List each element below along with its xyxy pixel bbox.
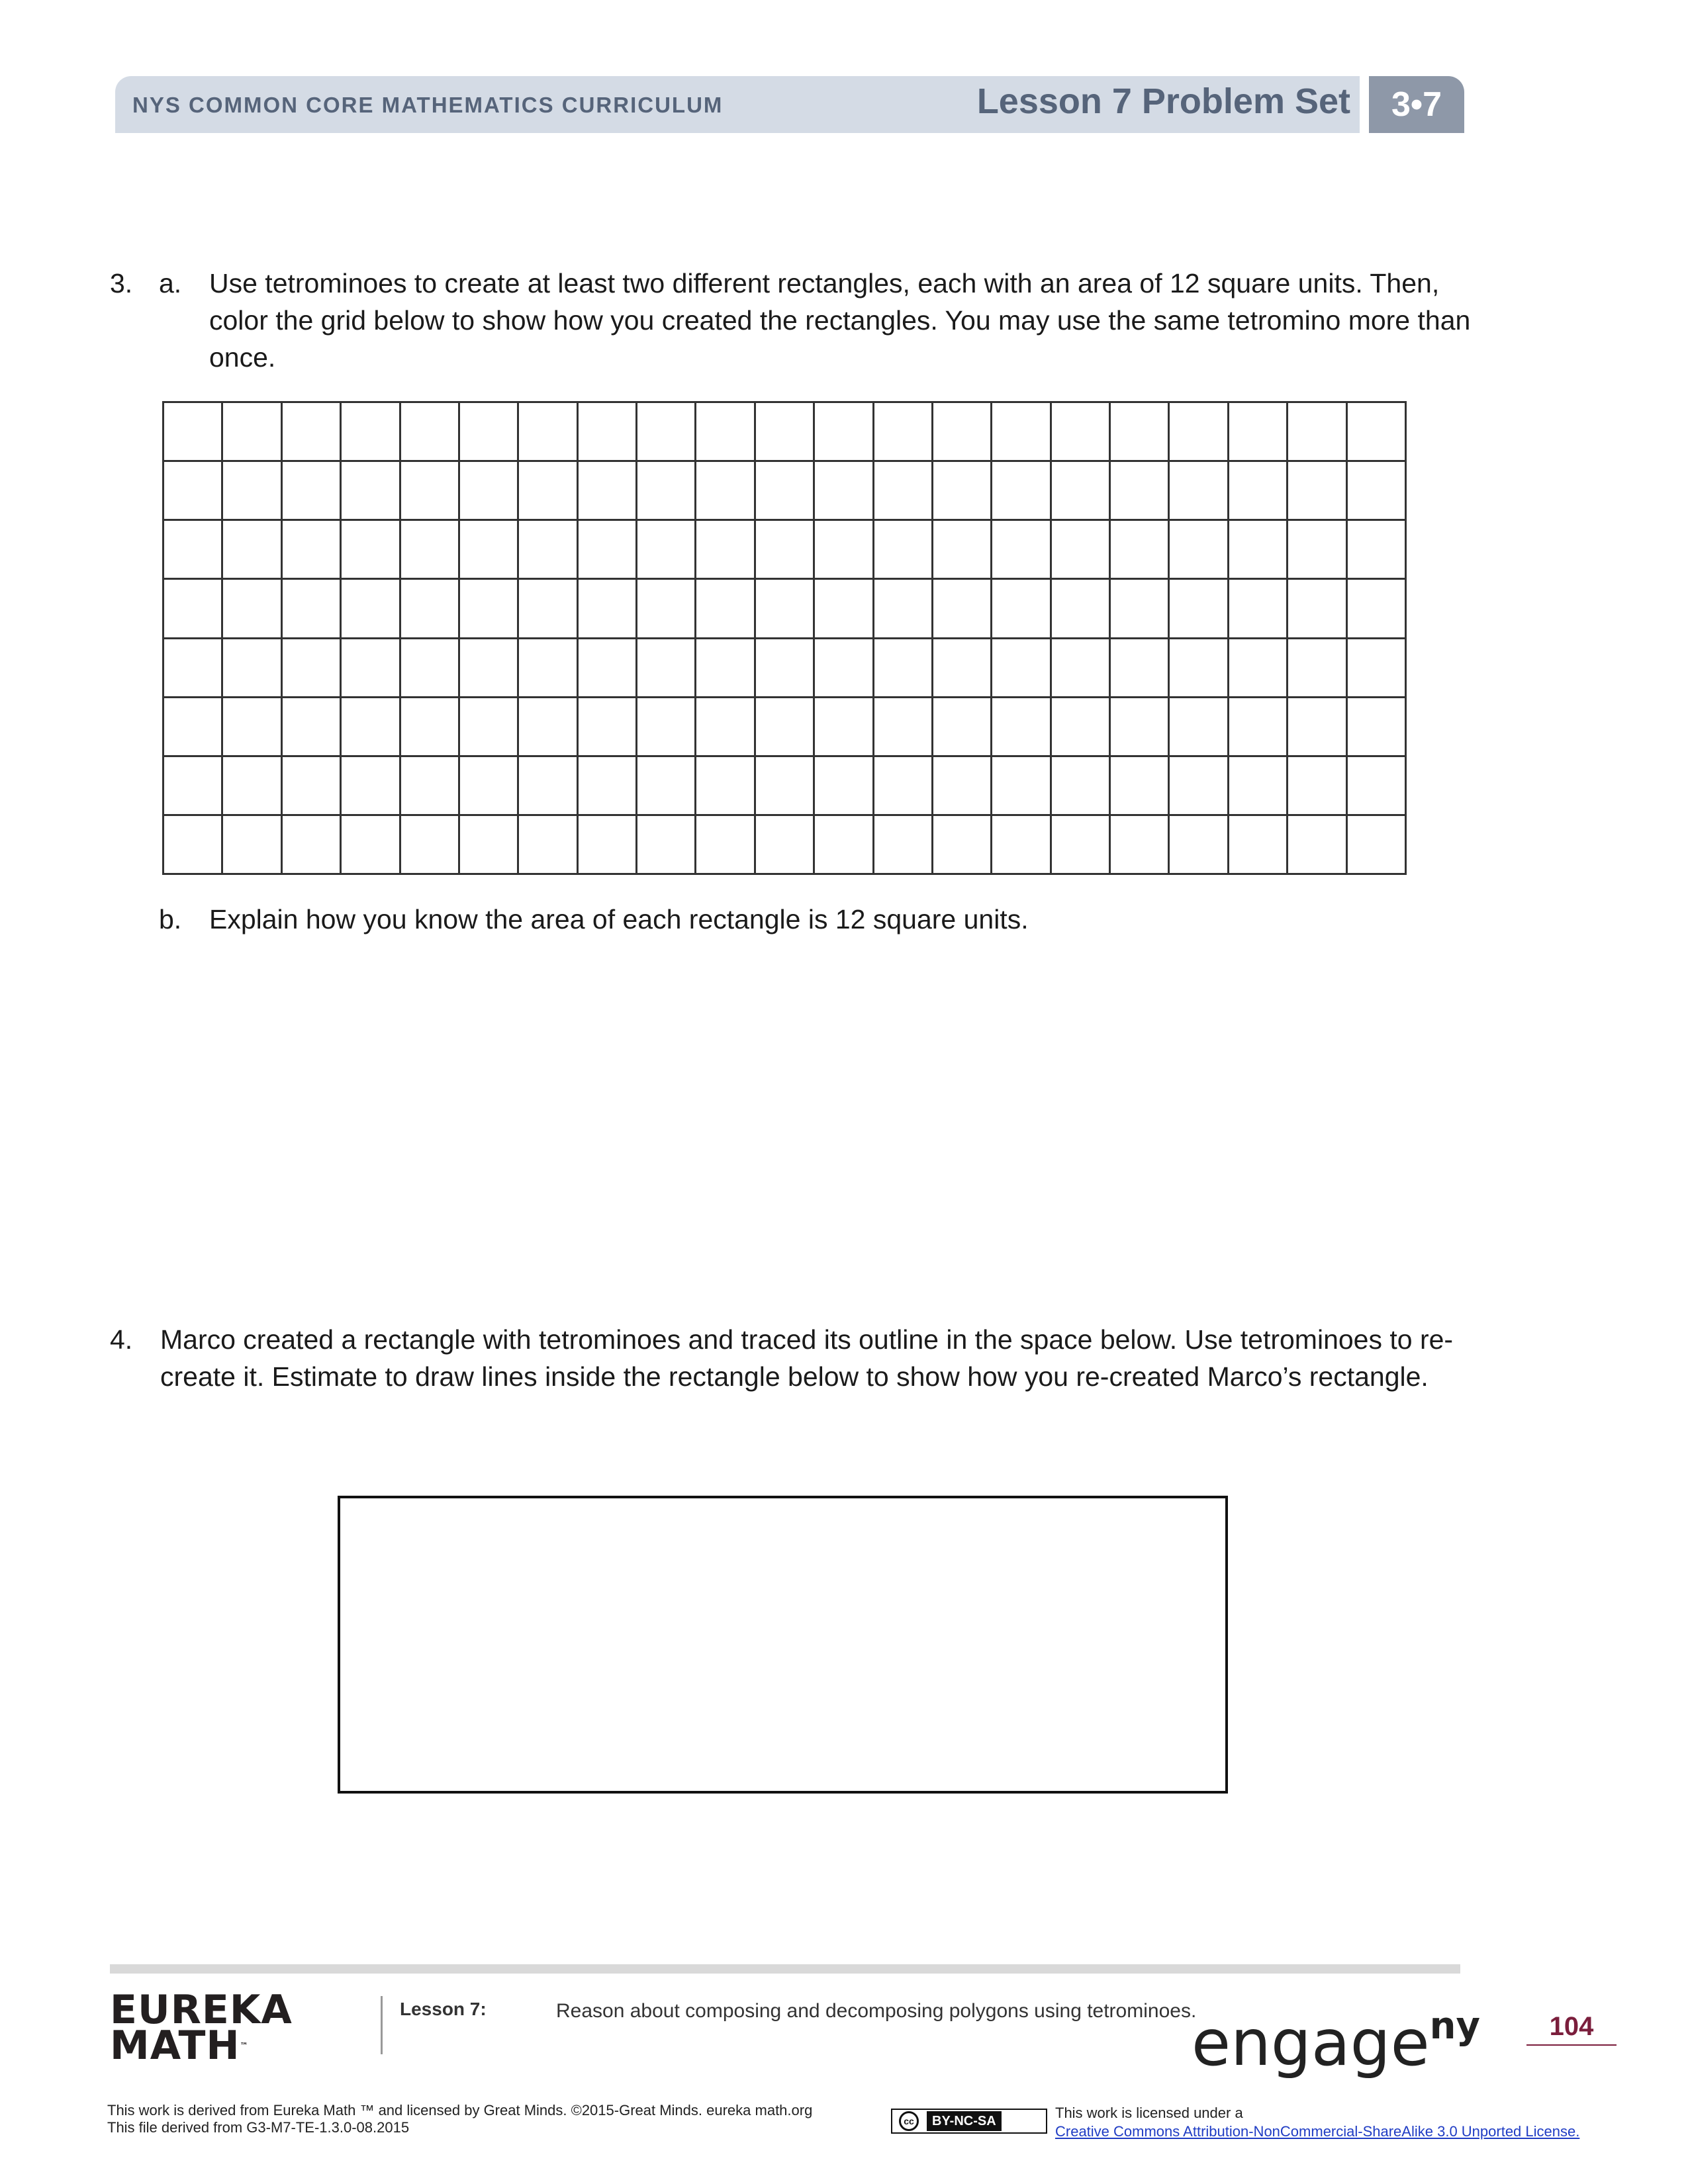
grid-cell[interactable] bbox=[283, 580, 342, 639]
grid-cell[interactable] bbox=[1052, 580, 1111, 639]
grid-cell[interactable] bbox=[579, 816, 637, 875]
grid-cell[interactable] bbox=[283, 639, 342, 698]
grid-cell[interactable] bbox=[579, 639, 637, 698]
grid-cell[interactable] bbox=[815, 580, 874, 639]
grid-cell[interactable] bbox=[756, 757, 815, 816]
grid-cell[interactable] bbox=[815, 698, 874, 757]
grid-cell[interactable] bbox=[342, 580, 400, 639]
grid-cell[interactable] bbox=[460, 816, 519, 875]
grid-cell[interactable] bbox=[460, 462, 519, 521]
grid-cell[interactable] bbox=[756, 698, 815, 757]
grid-cell[interactable] bbox=[460, 403, 519, 462]
grid-cell[interactable] bbox=[1052, 403, 1111, 462]
footer-lesson-description: Reason about composing and decomposing polygons using tetrominoes. bbox=[556, 2000, 1197, 2022]
grid-cell[interactable] bbox=[1052, 698, 1111, 757]
grid-cell[interactable] bbox=[1229, 580, 1288, 639]
cc-license-badge[interactable] bbox=[891, 2109, 1047, 2134]
eureka-math-logo bbox=[110, 1987, 293, 2069]
grid-cell[interactable] bbox=[696, 757, 755, 816]
curriculum-title: NYS COMMON CORE MATHEMATICS CURRICULUM bbox=[132, 93, 724, 117]
grid-cell[interactable] bbox=[1170, 816, 1229, 875]
grid-cell[interactable] bbox=[756, 462, 815, 521]
grid-cell[interactable] bbox=[1288, 698, 1347, 757]
grid-cell[interactable] bbox=[519, 462, 578, 521]
grid-cell[interactable] bbox=[815, 757, 874, 816]
grid-cell[interactable] bbox=[874, 462, 933, 521]
grid-cell[interactable] bbox=[519, 521, 578, 580]
grid-cell[interactable] bbox=[342, 639, 400, 698]
grid-cell[interactable] bbox=[1111, 462, 1170, 521]
eureka-logo-line2: MATH bbox=[110, 2023, 240, 2069]
grid-cell[interactable] bbox=[223, 639, 282, 698]
eureka-logo-line1: EUREKA bbox=[110, 1987, 293, 2033]
problem-3b-text: Explain how you know the area of each rectangle is 12 square units. bbox=[209, 904, 1029, 934]
grid-cell[interactable] bbox=[874, 580, 933, 639]
grid-cell[interactable] bbox=[815, 521, 874, 580]
grid-cell[interactable] bbox=[1229, 403, 1288, 462]
grid-cell[interactable] bbox=[874, 698, 933, 757]
grid-cell[interactable] bbox=[164, 757, 223, 816]
grid-cell[interactable] bbox=[1052, 757, 1111, 816]
grid-cell[interactable] bbox=[283, 757, 342, 816]
grid-cell[interactable] bbox=[223, 403, 282, 462]
grid-cell[interactable] bbox=[164, 698, 223, 757]
grid-cell[interactable] bbox=[1288, 580, 1347, 639]
grid-cell[interactable] bbox=[342, 403, 400, 462]
engageny-logo bbox=[1192, 1993, 1481, 2080]
grid-cell[interactable] bbox=[696, 521, 755, 580]
grid-cell[interactable] bbox=[696, 816, 755, 875]
grid-cell[interactable] bbox=[283, 698, 342, 757]
grid-cell[interactable] bbox=[401, 403, 460, 462]
grid-cell[interactable] bbox=[401, 698, 460, 757]
grid-cell[interactable] bbox=[1288, 816, 1347, 875]
grid-cell[interactable] bbox=[342, 521, 400, 580]
grid-cell[interactable] bbox=[933, 521, 992, 580]
trademark-icon: ™ bbox=[240, 2041, 249, 2050]
grid-cell[interactable] bbox=[579, 580, 637, 639]
grid-cell[interactable] bbox=[696, 403, 755, 462]
grid-cell[interactable] bbox=[164, 580, 223, 639]
grid-cell[interactable] bbox=[1288, 639, 1347, 698]
grid-cell[interactable] bbox=[1348, 698, 1407, 757]
grid-cell[interactable] bbox=[579, 462, 637, 521]
grid-cell[interactable] bbox=[579, 698, 637, 757]
grid-cell[interactable] bbox=[992, 639, 1051, 698]
grid-cell[interactable] bbox=[460, 698, 519, 757]
grid-cell[interactable] bbox=[756, 521, 815, 580]
grid-cell[interactable] bbox=[1229, 639, 1288, 698]
grid-cell[interactable] bbox=[696, 698, 755, 757]
grid-cell[interactable] bbox=[1288, 521, 1347, 580]
grid-cell[interactable] bbox=[933, 403, 992, 462]
grid-cell[interactable] bbox=[1111, 816, 1170, 875]
grid-cell[interactable] bbox=[1288, 462, 1347, 521]
grid-cell[interactable] bbox=[1348, 462, 1407, 521]
grid-cell[interactable] bbox=[992, 521, 1051, 580]
engage-logo-text: engage bbox=[1192, 2006, 1430, 2080]
footer-rule bbox=[798, 1964, 1460, 1974]
grid-cell[interactable] bbox=[1111, 580, 1170, 639]
derived-notice: This work is derived from Eureka Math ™ and licensed by Great Minds. ©2015-Great Minds. eureka math.org bbox=[107, 2102, 813, 2118]
grid-cell[interactable] bbox=[992, 757, 1051, 816]
engage-logo-sup: ny bbox=[1429, 2005, 1481, 2048]
license-notice: This work is licensed under a bbox=[1055, 2105, 1243, 2121]
grid-cell[interactable] bbox=[992, 403, 1051, 462]
grid-cell[interactable] bbox=[1111, 521, 1170, 580]
grid-cell[interactable] bbox=[637, 462, 696, 521]
grid-cell[interactable] bbox=[1111, 757, 1170, 816]
problem-3a-letter: a. bbox=[159, 268, 182, 298]
grid-cell[interactable] bbox=[1170, 580, 1229, 639]
problem-4-text: Marco created a rectangle with tetrominoes and traced its outline in the space below. Use tetrominoes to re-create it. Estimate to draw lines inside the rectangle below to show how you re-created Marco’s rectangle. bbox=[160, 1324, 1454, 1392]
grid-cell[interactable] bbox=[1170, 639, 1229, 698]
problem-3-number: 3. bbox=[110, 268, 133, 298]
grid-cell[interactable] bbox=[223, 580, 282, 639]
grid-cell[interactable] bbox=[519, 639, 578, 698]
grid-cell[interactable] bbox=[992, 698, 1051, 757]
grid-cell[interactable] bbox=[1229, 462, 1288, 521]
grid-cell[interactable] bbox=[696, 462, 755, 521]
cc-license-label: BY-NC-SA bbox=[927, 2111, 1002, 2131]
grid-cell[interactable] bbox=[815, 462, 874, 521]
grid-cell[interactable] bbox=[1170, 462, 1229, 521]
grid-cell[interactable] bbox=[1229, 757, 1288, 816]
grid-cell[interactable] bbox=[815, 639, 874, 698]
grid-cell[interactable] bbox=[342, 462, 400, 521]
grid-cell[interactable] bbox=[1229, 816, 1288, 875]
grid-cell[interactable] bbox=[933, 816, 992, 875]
footer-lesson-label: Lesson 7: bbox=[400, 1999, 487, 2019]
grid-cell[interactable] bbox=[637, 580, 696, 639]
grid-cell[interactable] bbox=[460, 639, 519, 698]
grid-cell[interactable] bbox=[283, 521, 342, 580]
grid-cell[interactable] bbox=[933, 462, 992, 521]
grid-cell[interactable] bbox=[933, 639, 992, 698]
grid-cell[interactable] bbox=[223, 698, 282, 757]
grid-cell[interactable] bbox=[874, 403, 933, 462]
grid-cell[interactable] bbox=[1111, 639, 1170, 698]
grid-cell[interactable] bbox=[992, 816, 1051, 875]
grid-cell[interactable] bbox=[519, 816, 578, 875]
grid-cell[interactable] bbox=[342, 816, 400, 875]
grid-cell[interactable] bbox=[223, 521, 282, 580]
grid-cell[interactable] bbox=[1348, 757, 1407, 816]
footer-divider bbox=[381, 1996, 383, 2054]
grid-cell[interactable] bbox=[637, 816, 696, 875]
grid-cell[interactable] bbox=[164, 521, 223, 580]
grid-cell[interactable] bbox=[283, 816, 342, 875]
lesson-title: Lesson 7 Problem Set bbox=[976, 81, 1350, 121]
grid-cell[interactable] bbox=[401, 580, 460, 639]
grid-cell[interactable] bbox=[223, 757, 282, 816]
grid-cell[interactable] bbox=[401, 462, 460, 521]
marco-rectangle-outline[interactable] bbox=[338, 1496, 1228, 1794]
creative-commons-icon: cc bbox=[899, 2111, 919, 2131]
grid-cell[interactable] bbox=[933, 757, 992, 816]
grid-cell[interactable] bbox=[401, 639, 460, 698]
grid-cell[interactable] bbox=[579, 521, 637, 580]
grid-cell[interactable] bbox=[1348, 521, 1407, 580]
grid-cell[interactable] bbox=[815, 816, 874, 875]
grid-cell[interactable] bbox=[1348, 403, 1407, 462]
grid-cell[interactable] bbox=[637, 757, 696, 816]
grid-cell[interactable] bbox=[637, 639, 696, 698]
grid-cell[interactable] bbox=[933, 698, 992, 757]
grid-cell[interactable] bbox=[579, 403, 637, 462]
grid-cell[interactable] bbox=[283, 403, 342, 462]
grid-cell[interactable] bbox=[1170, 521, 1229, 580]
coloring-grid[interactable] bbox=[162, 401, 1407, 875]
license-link[interactable]: Creative Commons Attribution-NonCommercial-ShareAlike 3.0 Unported License. bbox=[1055, 2123, 1580, 2140]
grid-cell[interactable] bbox=[637, 403, 696, 462]
grid-cell[interactable] bbox=[1052, 639, 1111, 698]
grid-cell[interactable] bbox=[637, 698, 696, 757]
grid-cell[interactable] bbox=[460, 580, 519, 639]
grid-cell[interactable] bbox=[164, 462, 223, 521]
problem-3a-text: Use tetrominoes to create at least two different rectangles, each with an area of 12 square units. Then, color the grid below to show how you created the rectangles. You may use the same tetromino more than once. bbox=[209, 268, 1471, 373]
problem-3b-letter: b. bbox=[159, 904, 182, 934]
grid-cell[interactable] bbox=[992, 462, 1051, 521]
grid-cell[interactable] bbox=[519, 403, 578, 462]
grid-cell[interactable] bbox=[874, 757, 933, 816]
grid-cell[interactable] bbox=[1052, 816, 1111, 875]
grid-cell[interactable] bbox=[992, 580, 1051, 639]
page-number: 104 bbox=[1526, 2012, 1617, 2046]
module-badge: 3•7 bbox=[1369, 76, 1464, 133]
grid-cell[interactable] bbox=[756, 639, 815, 698]
grid-cell[interactable] bbox=[223, 816, 282, 875]
grid-cell[interactable] bbox=[1170, 757, 1229, 816]
grid-cell[interactable] bbox=[1229, 698, 1288, 757]
grid-cell[interactable] bbox=[283, 462, 342, 521]
grid-cell[interactable] bbox=[1052, 521, 1111, 580]
file-notice: This file derived from G3-M7-TE-1.3.0-08.2015 bbox=[107, 2119, 410, 2136]
grid-cell[interactable] bbox=[519, 698, 578, 757]
grid-cell[interactable] bbox=[756, 580, 815, 639]
grid-cell[interactable] bbox=[1348, 816, 1407, 875]
grid-cell[interactable] bbox=[519, 580, 578, 639]
grid-cell[interactable] bbox=[1348, 639, 1407, 698]
problem-4-number: 4. bbox=[110, 1324, 133, 1355]
grid-cell[interactable] bbox=[756, 403, 815, 462]
grid-cell[interactable] bbox=[401, 757, 460, 816]
grid-cell[interactable] bbox=[815, 403, 874, 462]
grid-cell[interactable] bbox=[579, 757, 637, 816]
grid-cell[interactable] bbox=[1052, 462, 1111, 521]
grid-cell[interactable] bbox=[1111, 698, 1170, 757]
grid-cell[interactable] bbox=[460, 521, 519, 580]
footer-rule bbox=[110, 1964, 798, 1974]
grid-cell[interactable] bbox=[1348, 580, 1407, 639]
grid-cell[interactable] bbox=[1288, 403, 1347, 462]
grid-cell[interactable] bbox=[874, 816, 933, 875]
grid-cell[interactable] bbox=[1229, 521, 1288, 580]
grid-cell[interactable] bbox=[637, 521, 696, 580]
grid-cell[interactable] bbox=[1288, 757, 1347, 816]
grid-cell[interactable] bbox=[223, 462, 282, 521]
grid-cell[interactable] bbox=[1170, 403, 1229, 462]
grid-cell[interactable] bbox=[401, 521, 460, 580]
grid-cell[interactable] bbox=[460, 757, 519, 816]
grid-cell[interactable] bbox=[756, 816, 815, 875]
grid-cell[interactable] bbox=[696, 639, 755, 698]
grid-cell[interactable] bbox=[933, 580, 992, 639]
grid-cell[interactable] bbox=[1170, 698, 1229, 757]
grid-cell[interactable] bbox=[164, 639, 223, 698]
grid-cell[interactable] bbox=[519, 757, 578, 816]
grid-cell[interactable] bbox=[1111, 403, 1170, 462]
grid-cell[interactable] bbox=[342, 757, 400, 816]
grid-cell[interactable] bbox=[874, 639, 933, 698]
grid-cell[interactable] bbox=[401, 816, 460, 875]
grid-cell[interactable] bbox=[696, 580, 755, 639]
grid-cell[interactable] bbox=[164, 403, 223, 462]
grid-cell[interactable] bbox=[164, 816, 223, 875]
grid-cell[interactable] bbox=[874, 521, 933, 580]
grid-cell[interactable] bbox=[342, 698, 400, 757]
